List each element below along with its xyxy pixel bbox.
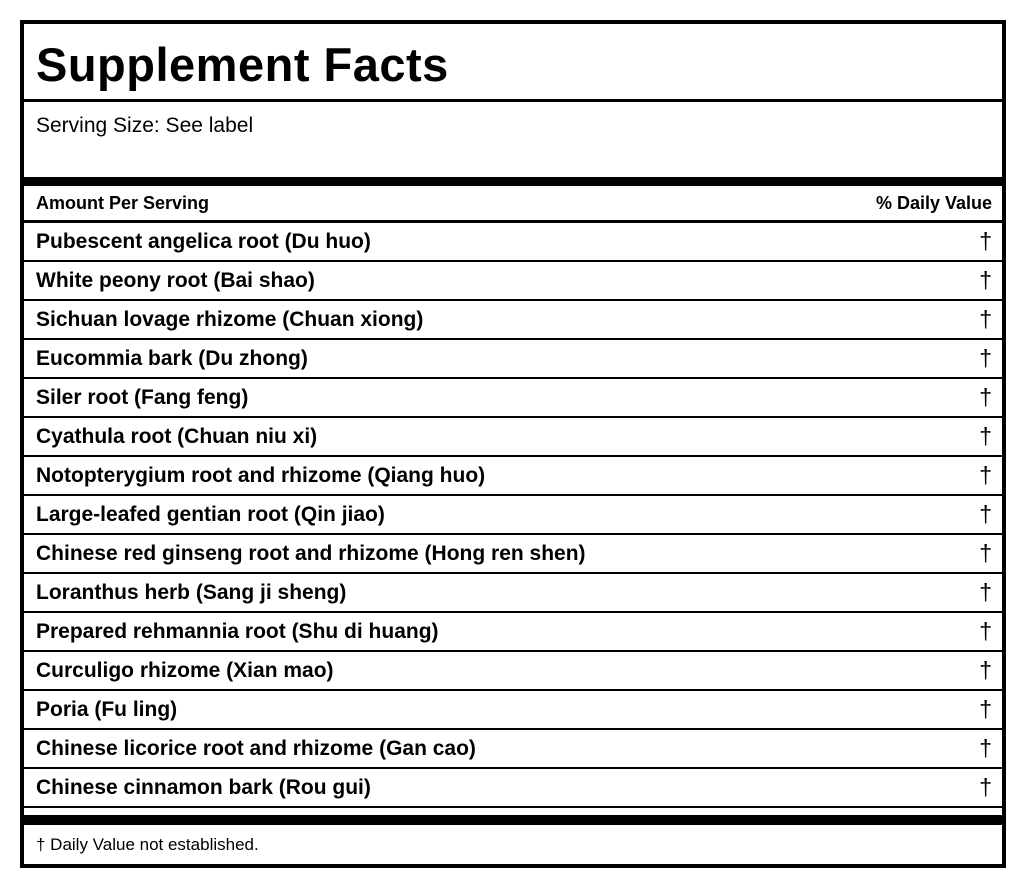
table-row (24, 301, 1002, 340)
ingredient-name: Prepared rehmannia root (Shu di huang) (36, 619, 439, 643)
table-row (24, 535, 1002, 574)
daily-value-dagger: † (979, 501, 992, 527)
daily-value-dagger: † (979, 462, 992, 488)
ingredient-name: Poria (Fu ling) (36, 697, 178, 721)
table-row (24, 652, 1002, 691)
ingredient-name: Curculigo rhizome (Xian mao) (36, 658, 334, 682)
daily-value-dagger: † (979, 384, 992, 410)
table-row (24, 574, 1002, 613)
ingredient-name: White peony root (Bai shao) (36, 268, 315, 292)
ingredient-name: Siler root (Fang feng) (36, 385, 249, 409)
table-row (24, 613, 1002, 652)
ingredient-name: Loranthus herb (Sang ji sheng) (36, 580, 347, 604)
amount-per-serving-header: Amount Per Serving (36, 192, 210, 213)
daily-value-dagger: † (979, 345, 992, 371)
ingredient-name: Cyathula root (Chuan niu xi) (36, 424, 318, 448)
daily-value-dagger: † (979, 735, 992, 761)
ingredient-list (24, 223, 1002, 808)
daily-value-dagger: † (979, 579, 992, 605)
ingredient-name: Chinese red ginseng root and rhizome (Hong ren shen) (36, 541, 586, 565)
table-row (24, 379, 1002, 418)
footnote: † Daily Value not established. (36, 835, 259, 854)
table-header (24, 186, 1002, 223)
daily-value-dagger: † (979, 267, 992, 293)
table-row (24, 457, 1002, 496)
table-row (24, 262, 1002, 301)
daily-value-dagger: † (979, 774, 992, 800)
divider (24, 808, 1002, 825)
daily-value-header: % Daily Value (875, 192, 992, 213)
table-row (24, 769, 1002, 808)
daily-value-dagger: † (979, 306, 992, 332)
ingredient-name: Pubescent angelica root (Du huo) (36, 229, 371, 253)
ingredient-name: Eucommia bark (Du zhong) (36, 346, 308, 370)
daily-value-dagger: † (979, 228, 992, 254)
daily-value-dagger: † (979, 657, 992, 683)
table-row (24, 691, 1002, 730)
daily-value-dagger: † (979, 618, 992, 644)
panel-title: Supplement Facts (24, 24, 1002, 102)
daily-value-dagger: † (979, 423, 992, 449)
supplement-facts-panel (20, 20, 1006, 868)
serving-size: Serving Size: See label (24, 102, 1002, 186)
table-row (24, 730, 1002, 769)
table-row (24, 340, 1002, 379)
ingredient-name: Chinese cinnamon bark (Rou gui) (36, 775, 371, 799)
ingredient-name: Notopterygium root and rhizome (Qiang huo) (36, 463, 486, 487)
daily-value-dagger: † (979, 696, 992, 722)
ingredient-name: Chinese licorice root and rhizome (Gan cao) (36, 736, 476, 760)
table-row (24, 496, 1002, 535)
table-row (24, 418, 1002, 457)
daily-value-dagger: † (979, 540, 992, 566)
ingredient-name: Sichuan lovage rhizome (Chuan xiong) (36, 307, 424, 331)
table-row (24, 223, 1002, 262)
ingredient-name: Large-leafed gentian root (Qin jiao) (36, 502, 385, 526)
